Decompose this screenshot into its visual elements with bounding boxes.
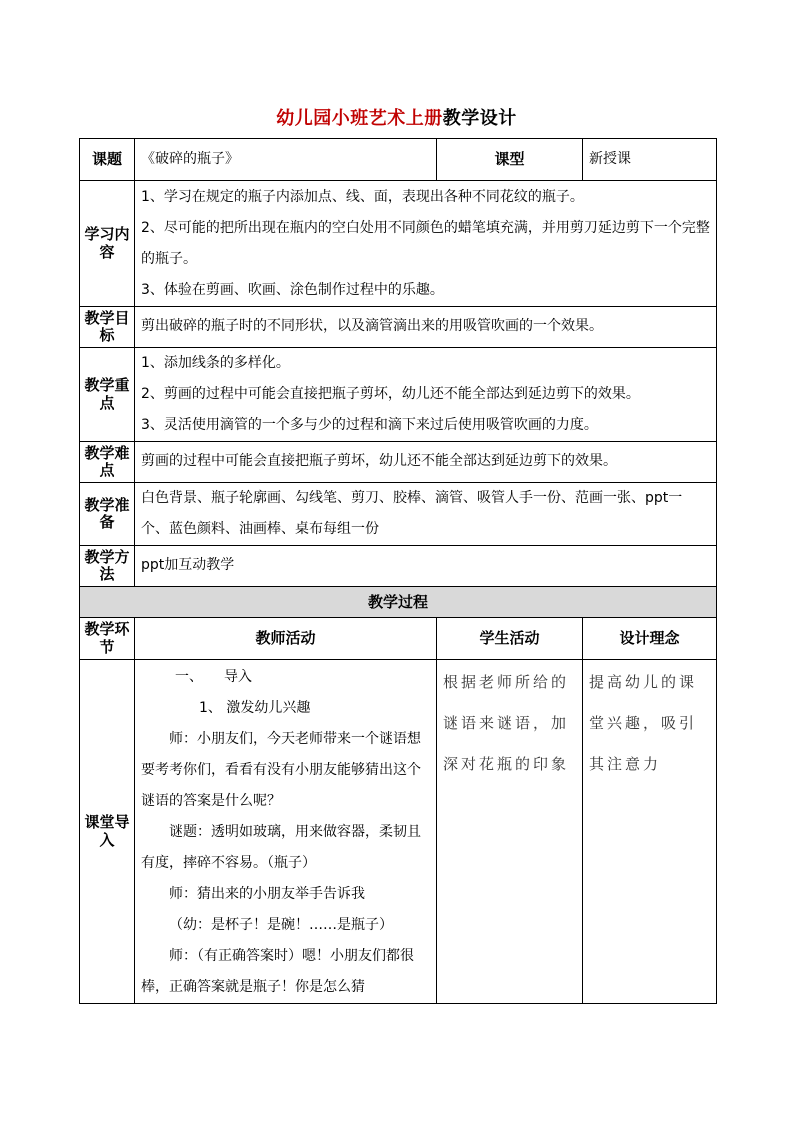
label-prepare: 教学准备 [80,483,135,546]
content-line: 3、体验在剪画、吹画、涂色制作过程中的乐趣。 [141,281,444,298]
row-difficult [80,442,717,483]
difficult-text: 剪画的过程中可能会直接把瓶子剪坏，幼儿还不能全部达到延边剪下的效果。 [135,442,717,483]
intro-idea [583,660,717,1004]
method-text: ppt加互动教学 [135,546,717,587]
teacher-line: 师：猜出来的小朋友举手告诉我 [169,886,365,902]
title-red: 幼儿园小班艺术上册 [276,108,443,129]
content-line: 1、学习在规定的瓶子内添加点、线、面，表现出各种不同花纹的瓶子。 [141,188,584,205]
row-key [80,348,717,442]
teacher-line: 师：（有正确答案时）嗯！小朋友们都很棒，正确答案就是瓶子！你是怎么猜 [141,948,414,995]
topic-value: 《破碎的瓶子》 [135,139,437,181]
intro-stage: 课堂导入 [80,660,135,1004]
key-cell [135,348,717,442]
row-topic [80,139,717,181]
content-cell [135,181,717,307]
label-topic: 课题 [80,139,135,181]
student-text: 根据老师所给的谜语来谜语，加深对花瓶的印象 [443,673,570,773]
col-student: 学生活动 [437,618,583,660]
label-goal: 教学目标 [80,307,135,348]
intro-student [437,660,583,1004]
page-title [0,104,793,130]
type-value: 新授课 [583,139,717,181]
col-teacher: 教师活动 [135,618,437,660]
teacher-line: （幼：是杯子！是碗！……是瓶子） [169,917,393,933]
label-content: 学习内容 [80,181,135,307]
col-stage: 教学环节 [80,618,135,660]
label-difficult: 教学难点 [80,442,135,483]
col-idea: 设计理念 [583,618,717,660]
teacher-line: 谜题：透明如玻璃，用来做容器，柔韧且有度，摔碎不容易。（瓶子） [141,824,421,871]
goal-text: 剪出破碎的瓶子时的不同形状，以及滴管滴出来的用吸管吹画的一个效果。 [135,307,717,348]
key-line: 1、添加线条的多样化。 [141,355,290,371]
prepare-text: 白色背景、瓶子轮廓画、勾线笔、剪刀、胶棒、滴管、吸管人手一份、范画一张、ppt一个、蓝色颜料、油画棒、桌布每组一份 [135,483,717,546]
row-columns [80,618,717,660]
content-line: 2、尽可能的把所出现在瓶内的空白处用不同颜色的蜡笔填充满，并用剪刀延边剪下一个完整的瓶子。 [141,219,710,267]
idea-text: 提高幼儿的课堂兴趣，吸引其注意力 [589,673,698,773]
label-type: 课型 [437,139,583,181]
intro-teacher [135,660,437,1004]
row-content [80,181,717,307]
row-intro [80,660,717,1004]
teacher-line: 师：小朋友们，今天老师带来一个谜语想要考考你们，看看有没有小朋友能够猜出这个谜语的答案是什么呢？ [141,731,421,809]
teacher-line: 一、 导入 [175,669,252,685]
label-key: 教学重点 [80,348,135,442]
title-black: 教学设计 [442,108,517,129]
row-process-header [80,587,717,618]
process-header: 教学过程 [80,587,717,618]
row-prepare [80,483,717,546]
row-method [80,546,717,587]
key-line: 2、剪画的过程中可能会直接把瓶子剪坏，幼儿还不能全部达到延边剪下的效果。 [141,386,640,402]
lesson-plan-table [79,138,717,1004]
teacher-line: 1、 激发幼儿兴趣 [199,700,311,716]
row-goal [80,307,717,348]
key-line: 3、灵活使用滴管的一个多与少的过程和滴下来过后使用吸管吹画的力度。 [141,417,598,433]
label-method: 教学方法 [80,546,135,587]
